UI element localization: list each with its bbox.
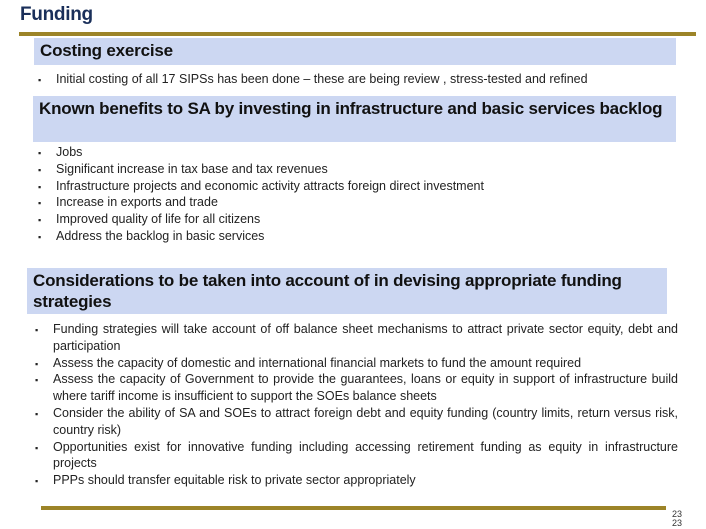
bottom-divider xyxy=(41,506,666,510)
benefits-bullets xyxy=(36,144,676,245)
bullet-item: ▪ Opportunities exist for innovative funding including accessing retirement funding as equity in infrastructure projects xyxy=(33,439,678,473)
section-heading-costing: Costing exercise xyxy=(34,38,676,65)
bullet-item: ▪ Jobs xyxy=(36,144,676,161)
section-heading-benefits: Known benefits to SA by investing in infrastructure and basic services backlog xyxy=(33,96,676,142)
bullet-item: ▪ Assess the capacity of Government to provide the guarantees, loans or equity in support of infrastructure build where tariff income is insufficient to support the SOEs balance sheets xyxy=(33,371,678,405)
bullet-item: ▪ Increase in exports and trade xyxy=(36,194,676,211)
page-number-text: 23 xyxy=(672,509,683,519)
page-number xyxy=(672,510,682,528)
considerations-bullets xyxy=(33,321,678,489)
bullet-item: ▪ Consider the ability of SA and SOEs to attract foreign debt and equity funding (country limits, return versus risk, country risk) xyxy=(33,405,678,439)
page-number-text-repeat: 23 xyxy=(672,518,683,528)
section-heading-considerations: Considerations to be taken into account of in devising appropriate funding strategies xyxy=(27,268,667,314)
bullet-item: ▪ Initial costing of all 17 SIPSs has been done – these are being review , stress-tested and refined xyxy=(36,71,701,88)
bullet-item: ▪ Improved quality of life for all citizens xyxy=(36,211,676,228)
bullet-item: ▪ PPPs should transfer equitable risk to private sector appropriately xyxy=(33,472,678,489)
bullet-item: ▪ Significant increase in tax base and tax revenues xyxy=(36,161,676,178)
costing-bullets xyxy=(36,71,701,88)
bullet-item: ▪ Infrastructure projects and economic activity attracts foreign direct investment xyxy=(36,178,676,195)
slide-title: Funding xyxy=(20,4,93,25)
bullet-item: ▪ Funding strategies will take account of off balance sheet mechanisms to attract private sector equity, debt and participation xyxy=(33,321,678,355)
bullet-item: ▪ Address the backlog in basic services xyxy=(36,228,676,245)
bullet-item: ▪ Assess the capacity of domestic and international financial markets to fund the amount required xyxy=(33,355,678,372)
top-divider xyxy=(19,32,696,36)
